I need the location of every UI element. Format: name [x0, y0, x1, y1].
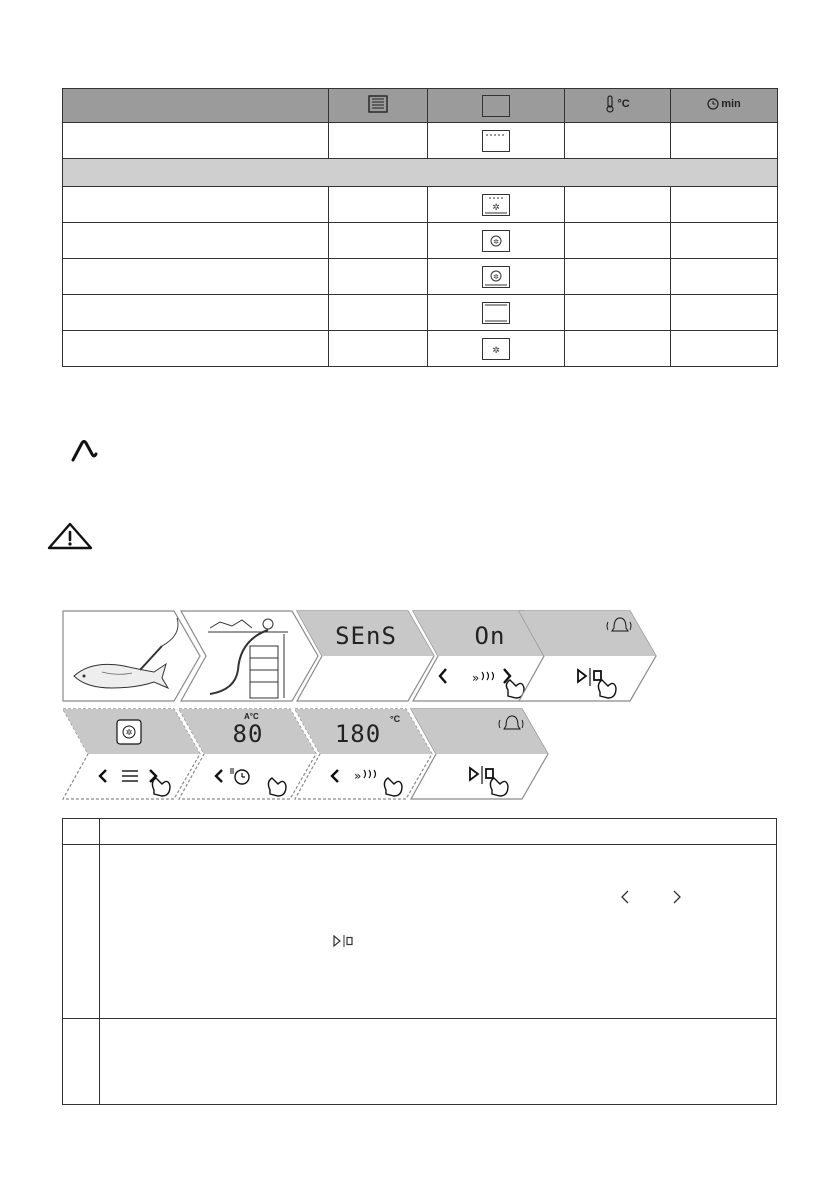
cooking-table	[62, 88, 778, 367]
hot-air-icon	[482, 230, 510, 252]
steps-table	[62, 818, 777, 1105]
step-start	[518, 610, 658, 702]
lcd-on: On	[474, 622, 506, 650]
header-time: min	[671, 89, 778, 123]
chevron-left-icon	[619, 889, 631, 905]
shelf-level-icon	[368, 95, 388, 113]
table-row	[63, 123, 778, 159]
step-start-2	[410, 708, 550, 800]
steps-table-row	[63, 844, 776, 845]
temp-unit-label: °C	[390, 714, 401, 724]
tip-icon	[70, 440, 98, 462]
svg-text:✲: ✲	[125, 728, 133, 737]
probe-unit-label: A°C	[244, 712, 259, 721]
chevron-right-icon	[671, 889, 683, 905]
thermometer-icon	[605, 95, 615, 113]
lcd-probe-temp: 80	[232, 720, 264, 748]
table-row	[63, 331, 778, 367]
lcd-oven-temp: 180	[334, 720, 382, 748]
svg-text:✲: ✲	[493, 237, 499, 246]
header-mode	[428, 89, 565, 123]
svg-text:»: »	[354, 769, 362, 783]
warning-icon	[47, 522, 93, 550]
table-row	[63, 223, 778, 259]
clock-icon	[707, 98, 719, 110]
table-row	[63, 187, 778, 223]
header-temperature: °C	[565, 89, 671, 123]
svg-text:»: »	[472, 671, 480, 685]
hot-air-bottom-icon	[482, 266, 510, 288]
svg-text:✲: ✲	[492, 202, 500, 213]
header-food	[63, 89, 329, 123]
table-row	[63, 295, 778, 331]
svg-text:✲: ✲	[492, 345, 500, 356]
top-fan-heat-icon	[482, 194, 510, 216]
lcd-sens: SEnS	[335, 622, 397, 650]
table-header-row	[63, 89, 778, 123]
bottom-heat-icon	[482, 130, 510, 152]
top-bottom-heat-icon	[482, 302, 510, 324]
fan-icon	[482, 338, 510, 360]
table-group-row	[63, 159, 778, 187]
oven-mode-icon	[482, 95, 510, 117]
steps-table-divider	[99, 819, 100, 1104]
header-level	[329, 89, 428, 123]
table-row	[63, 259, 778, 295]
svg-text:✲: ✲	[493, 272, 499, 281]
steps-table-row	[63, 1018, 776, 1019]
start-stop-icon	[331, 933, 357, 949]
